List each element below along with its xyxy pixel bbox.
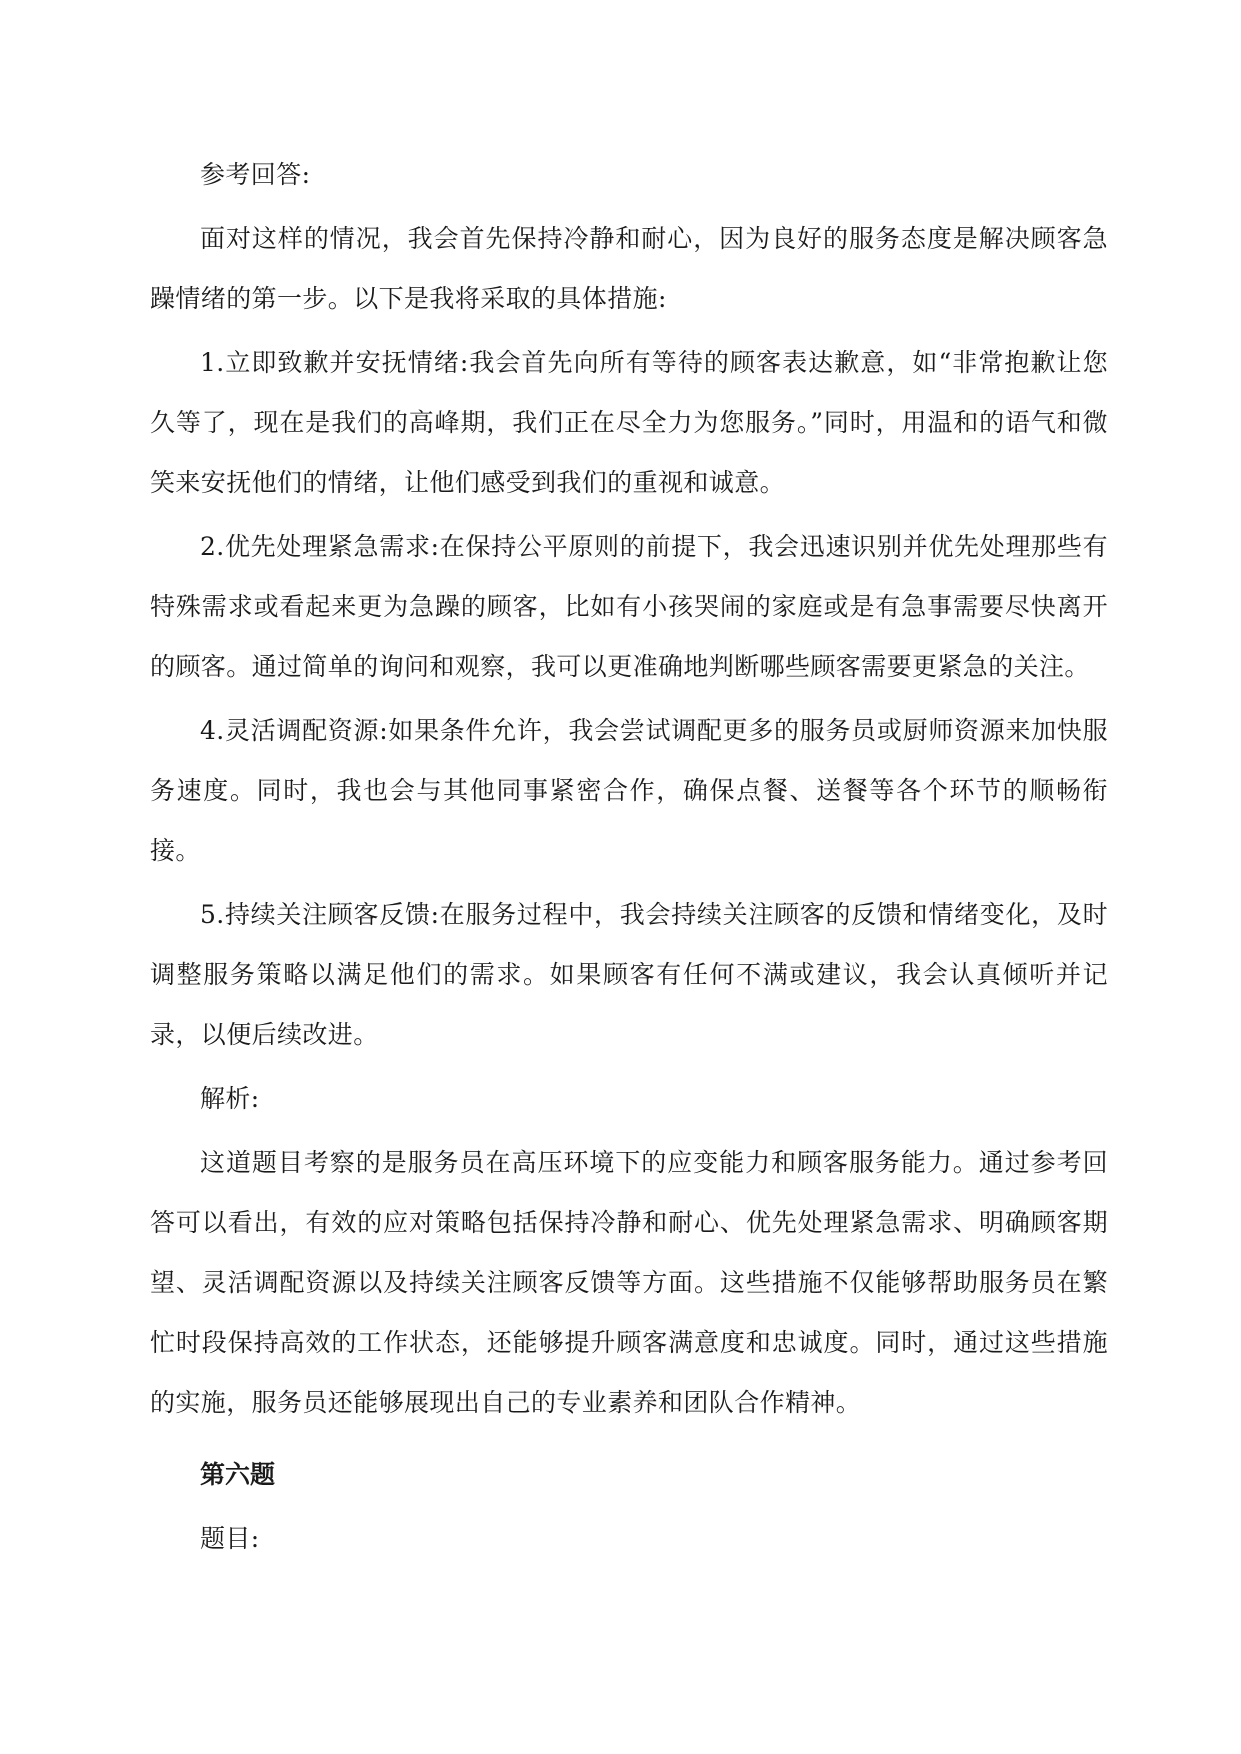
document-page <box>150 145 1108 1569</box>
section-heading: 第六题 <box>200 1460 276 1489</box>
analysis-paragraph: 这道题目考察的是服务员在高压环境下的应变能力和顾客服务能力。通过参考回答可以看出，有效的应对策略包括保持冷静和耐心、优先处理紧急需求、明确顾客期望、灵活调配资源以及持续关注顾客反馈等方面。这些措施不仅能够帮助服务员在繁忙时段保持高效的工作状态，还能够提升顾客满意度和忠诚度。同时，通过这些措施的实施，服务员还能够展现出自己的专业素养和团队合作精神。 <box>150 1148 1108 1417</box>
question-label: 题目: <box>200 1524 260 1553</box>
answer-label: 参考回答: <box>200 160 311 189</box>
measure-1-paragraph: 1.立即致歉并安抚情绪:我会首先向所有等待的顾客表达歉意，如“非常抱歉让您久等了，现在是我们的高峰期，我们正在尽全力为您服务。”同时，用温和的语气和微笑来安抚他们的情绪，让他们感受到我们的重视和诚意。 <box>150 348 1108 497</box>
analysis-label: 解析: <box>200 1084 260 1113</box>
intro-paragraph: 面对这样的情况，我会首先保持冷静和耐心，因为良好的服务态度是解决顾客急躁情绪的第一步。以下是我将采取的具体措施: <box>150 224 1108 313</box>
measure-2-paragraph: 2.优先处理紧急需求:在保持公平原则的前提下，我会迅速识别并优先处理那些有特殊需求或看起来更为急躁的顾客，比如有小孩哭闹的家庭或是有急事需要尽快离开的顾客。通过简单的询问和观察，我可以更准确地判断哪些顾客需要更紧急的关注。 <box>150 532 1108 681</box>
measure-5-paragraph: 5.持续关注顾客反馈:在服务过程中，我会持续关注顾客的反馈和情绪变化，及时调整服务策略以满足他们的需求。如果顾客有任何不满或建议，我会认真倾听并记录，以便后续改进。 <box>150 900 1108 1049</box>
measure-4-paragraph: 4.灵活调配资源:如果条件允许，我会尝试调配更多的服务员或厨师资源来加快服务速度。同时，我也会与其他同事紧密合作，确保点餐、送餐等各个环节的顺畅衔接。 <box>150 716 1108 865</box>
